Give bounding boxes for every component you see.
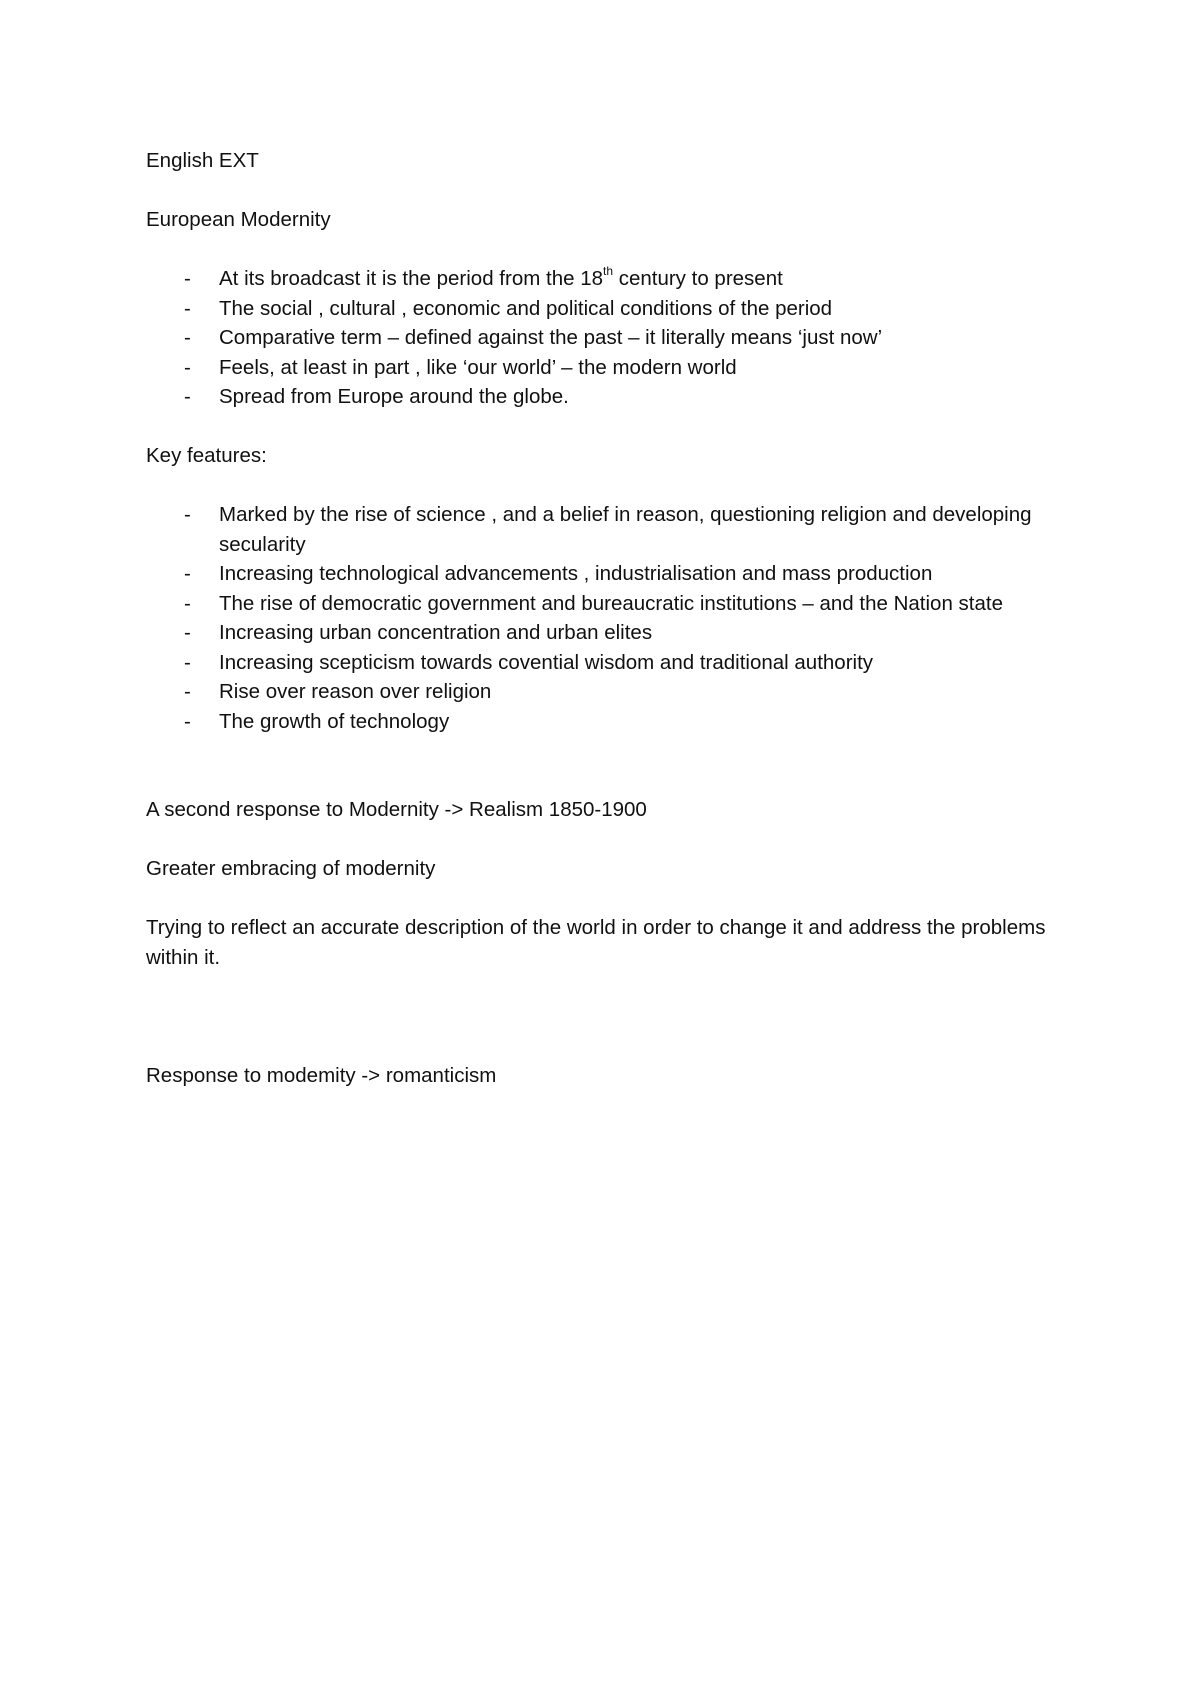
section-heading-european-modernity: European Modernity <box>146 208 331 231</box>
bullet-dash: - <box>184 621 191 644</box>
list-item <box>146 353 1066 383</box>
section-heading-romanticism: Response to modemity -> romanticism <box>146 1063 497 1087</box>
bullet-dash: - <box>184 267 191 290</box>
list-item <box>146 264 1066 294</box>
modernity-bullet-list <box>146 264 1066 412</box>
superscript: th <box>603 264 614 279</box>
list-item <box>146 294 1066 324</box>
list-item-text: Comparative term – defined against the past – it literally means ‘just now’ <box>219 326 883 349</box>
list-item-text: At its broadcast it is the period from the 18th century to present <box>219 264 783 290</box>
list-item-text: Increasing scepticism towards covential wisdom and traditional authority <box>219 650 874 674</box>
key-features-bullet-list <box>146 500 1066 736</box>
list-item-text: Feels, at least in part , like ‘our world’ – the modern world <box>219 355 737 379</box>
bullet-dash: - <box>184 355 191 379</box>
list-item <box>146 618 1066 648</box>
list-item <box>146 559 1066 589</box>
list-item <box>146 500 1066 559</box>
list-item-text: Spread from Europe around the globe. <box>219 385 569 408</box>
list-item <box>146 382 1066 412</box>
bullet-dash: - <box>184 385 191 408</box>
section-heading-key-features: Key features: <box>146 444 267 467</box>
list-item <box>146 589 1066 619</box>
list-item-text: Marked by the rise of science , and a belief in reason, questioning religion and developing secularity <box>219 503 1032 556</box>
list-item <box>146 707 1066 737</box>
bullet-dash: - <box>184 562 191 585</box>
list-item-text: The social , cultural , economic and political conditions of the period <box>219 296 833 320</box>
bullet-dash: - <box>184 650 191 674</box>
bullet-dash: - <box>184 709 191 733</box>
document-title: English EXT <box>146 149 259 172</box>
bullet-dash: - <box>184 503 191 526</box>
bullet-dash: - <box>184 326 191 349</box>
realism-line-description: Trying to reflect an accurate description of the world in order to change it and address the problems within it. <box>146 916 1046 969</box>
bullet-dash: - <box>184 591 191 615</box>
list-item-text: Rise over reason over religion <box>219 680 492 703</box>
bullet-dash: - <box>184 680 191 703</box>
list-item-text: The rise of democratic government and bureaucratic institutions – and the Nation state <box>219 591 1003 615</box>
list-item <box>146 677 1066 707</box>
list-item-text: Increasing technological advancements , industrialisation and mass production <box>219 562 933 585</box>
list-item <box>146 323 1066 353</box>
list-item-text: The growth of technology <box>219 709 450 733</box>
bullet-dash: - <box>184 296 191 320</box>
section-heading-realism: A second response to Modernity -> Realism 1850-1900 <box>146 798 647 821</box>
document-body <box>146 146 1066 1090</box>
realism-line-embracing: Greater embracing of modernity <box>146 857 436 880</box>
list-item-text: Increasing urban concentration and urban elites <box>219 621 653 644</box>
list-item <box>146 648 1066 678</box>
